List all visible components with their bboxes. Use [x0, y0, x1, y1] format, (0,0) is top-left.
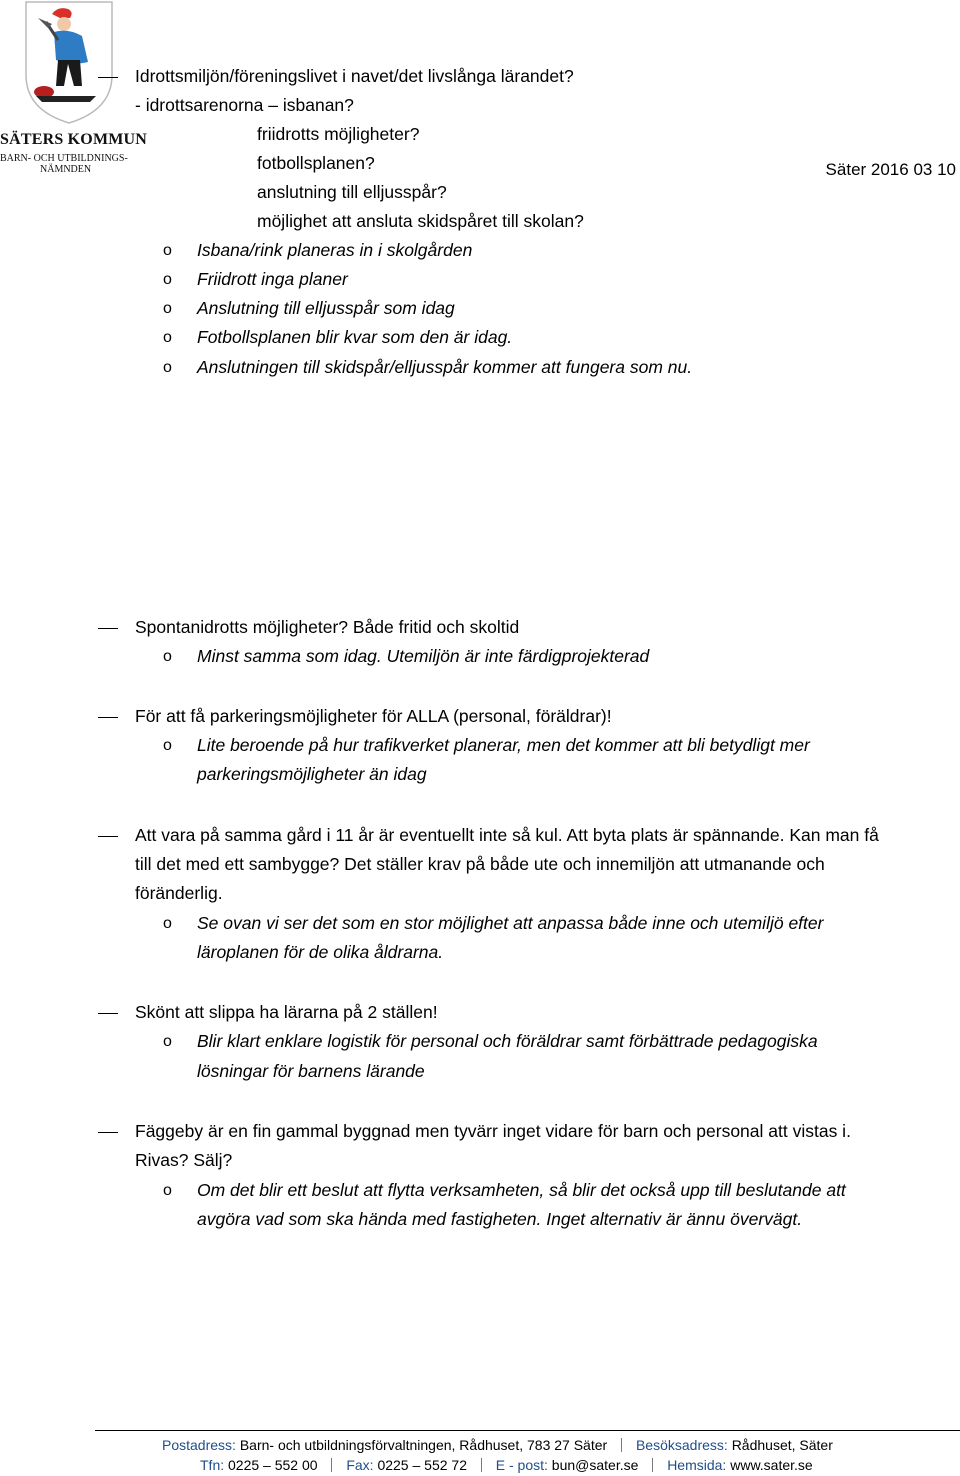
section-1-line-4: fotbollsplanen?: [257, 153, 375, 173]
dash-bullet: [98, 836, 118, 837]
section-1-bullet-2: Friidrott inga planer: [197, 269, 348, 289]
fax-value: 0225 – 552 72: [377, 1457, 467, 1473]
website-label: Hemsida:: [667, 1457, 727, 1473]
section-1-bullet-3: Anslutning till elljusspår som idag: [197, 298, 455, 318]
fax-label: Fax:: [346, 1457, 374, 1473]
org-department: [0, 153, 140, 175]
document-date: Säter 2016 03 10: [825, 160, 956, 179]
circle-bullet: o: [163, 1182, 172, 1199]
circle-bullet: o: [163, 648, 172, 665]
visit-address-value: Rådhuset, Säter: [731, 1437, 833, 1453]
circle-bullet: o: [163, 359, 172, 376]
section-6-bullet-1-line-2: avgöra vad som ska hända med fastigheten. Inget alternativ är ännu övervägt.: [197, 1209, 803, 1229]
section-1-bullet-5: Anslutningen till skidspår/elljusspår kommer att fungera som nu.: [197, 357, 693, 377]
org-name: SÄTERS KOMMUN: [0, 131, 148, 148]
dash-bullet: [98, 717, 118, 718]
municipality-logo: [0, 0, 148, 185]
circle-bullet: o: [163, 300, 172, 317]
circle-bullet: o: [163, 242, 172, 259]
section-2-bullet-1: Minst samma som idag. Utemiljön är inte färdigprojekterad: [197, 646, 650, 666]
circle-bullet: o: [163, 271, 172, 288]
dash-bullet: [98, 1013, 118, 1014]
section-2-line-1: Spontanidrotts möjligheter? Både fritid och skoltid: [135, 617, 520, 637]
section-1-line-6: möjlighet att ansluta skidspåret till skolan?: [257, 211, 584, 231]
section-1-line-2: - idrottsarenorna – isbanan?: [135, 95, 354, 115]
website-link[interactable]: www.sater.se: [730, 1457, 813, 1473]
section-4-bullet-1-line-2: läroplanen för de olika åldrarna.: [197, 942, 444, 962]
section-4-line-1: Att vara på samma gård i 11 år är eventuellt inte så kul. Att byta plats är spännande. Kan man få: [135, 825, 879, 845]
org-department-line-2: NÄMNDEN: [40, 164, 92, 175]
dash-bullet: [98, 628, 118, 629]
section-3-bullet-1-line-1: Lite beroende på hur trafikverket planerar, men det kommer att bli betydligt mer: [197, 735, 810, 755]
section-1-bullet-1: Isbana/rink planeras in i skolgården: [197, 240, 473, 260]
footer-separator: [331, 1458, 332, 1472]
section-3-line-1: För att få parkeringsmöjligheter för ALLA (personal, föräldrar)!: [135, 706, 612, 726]
circle-bullet: o: [163, 737, 172, 754]
circle-bullet: o: [163, 329, 172, 346]
section-1-line-3: friidrotts möjligheter?: [257, 124, 420, 144]
visit-address-label: Besöksadress:: [635, 1437, 728, 1453]
section-6-line-1: Fäggeby är en fin gammal byggnad men tyvärr inget vidare för barn och personal att vistas i.: [135, 1121, 851, 1141]
section-5-line-1: Skönt att slippa ha lärarna på 2 ställen!: [135, 1002, 438, 1022]
email-link[interactable]: bun@sater.se: [551, 1457, 639, 1473]
footer-divider: [95, 1430, 960, 1431]
section-4-line-3: föränderlig.: [135, 883, 223, 903]
org-department-line-1: BARN- OCH UTBILDNINGS-: [0, 153, 128, 164]
dash-bullet: [98, 1132, 118, 1133]
circle-bullet: o: [163, 915, 172, 932]
footer-contact-row: [200, 1455, 950, 1475]
section-3-bullet-1-line-2: parkeringsmöjligheter än idag: [197, 764, 427, 784]
section-6-line-2: Rivas? Sälj?: [135, 1150, 233, 1170]
footer-separator: [621, 1438, 622, 1452]
footer-separator: [481, 1458, 482, 1472]
email-label: E - post:: [495, 1457, 548, 1473]
section-1-bullet-4: Fotbollsplanen blir kvar som den är idag.: [197, 327, 513, 347]
phone-label: Tfn:: [200, 1457, 225, 1473]
circle-bullet: o: [163, 1033, 172, 1050]
dash-bullet: [98, 77, 118, 78]
postaddress-label: Postadress:: [162, 1437, 236, 1453]
phone-value: 0225 – 552 00: [228, 1457, 318, 1473]
footer-separator: [652, 1458, 653, 1472]
section-5-bullet-1-line-2: lösningar för barnens lärande: [197, 1061, 425, 1081]
postaddress-value: Barn- och utbildningsförvaltningen, Rådhuset, 783 27 Säter: [239, 1437, 608, 1453]
section-6-bullet-1-line-1: Om det blir ett beslut att flytta verksamheten, så blir det också upp till beslutande att: [197, 1180, 846, 1200]
footer-address-row: [162, 1435, 952, 1455]
coat-of-arms-icon: [24, 0, 114, 125]
section-1-line-1: Idrottsmiljön/föreningslivet i navet/det livslånga lärandet?: [135, 66, 574, 86]
section-4-bullet-1-line-1: Se ovan vi ser det som en stor möjlighet att anpassa både inne och utemiljö efter: [197, 913, 824, 933]
section-4-line-2: till det med ett sambygge? Det ställer krav på både ute och innemiljön att utmanande och: [135, 854, 825, 874]
section-5-bullet-1-line-1: Blir klart enklare logistik för personal och föräldrar samt förbättrade pedagogiska: [197, 1031, 818, 1051]
section-1-line-5: anslutning till elljusspår?: [257, 182, 447, 202]
